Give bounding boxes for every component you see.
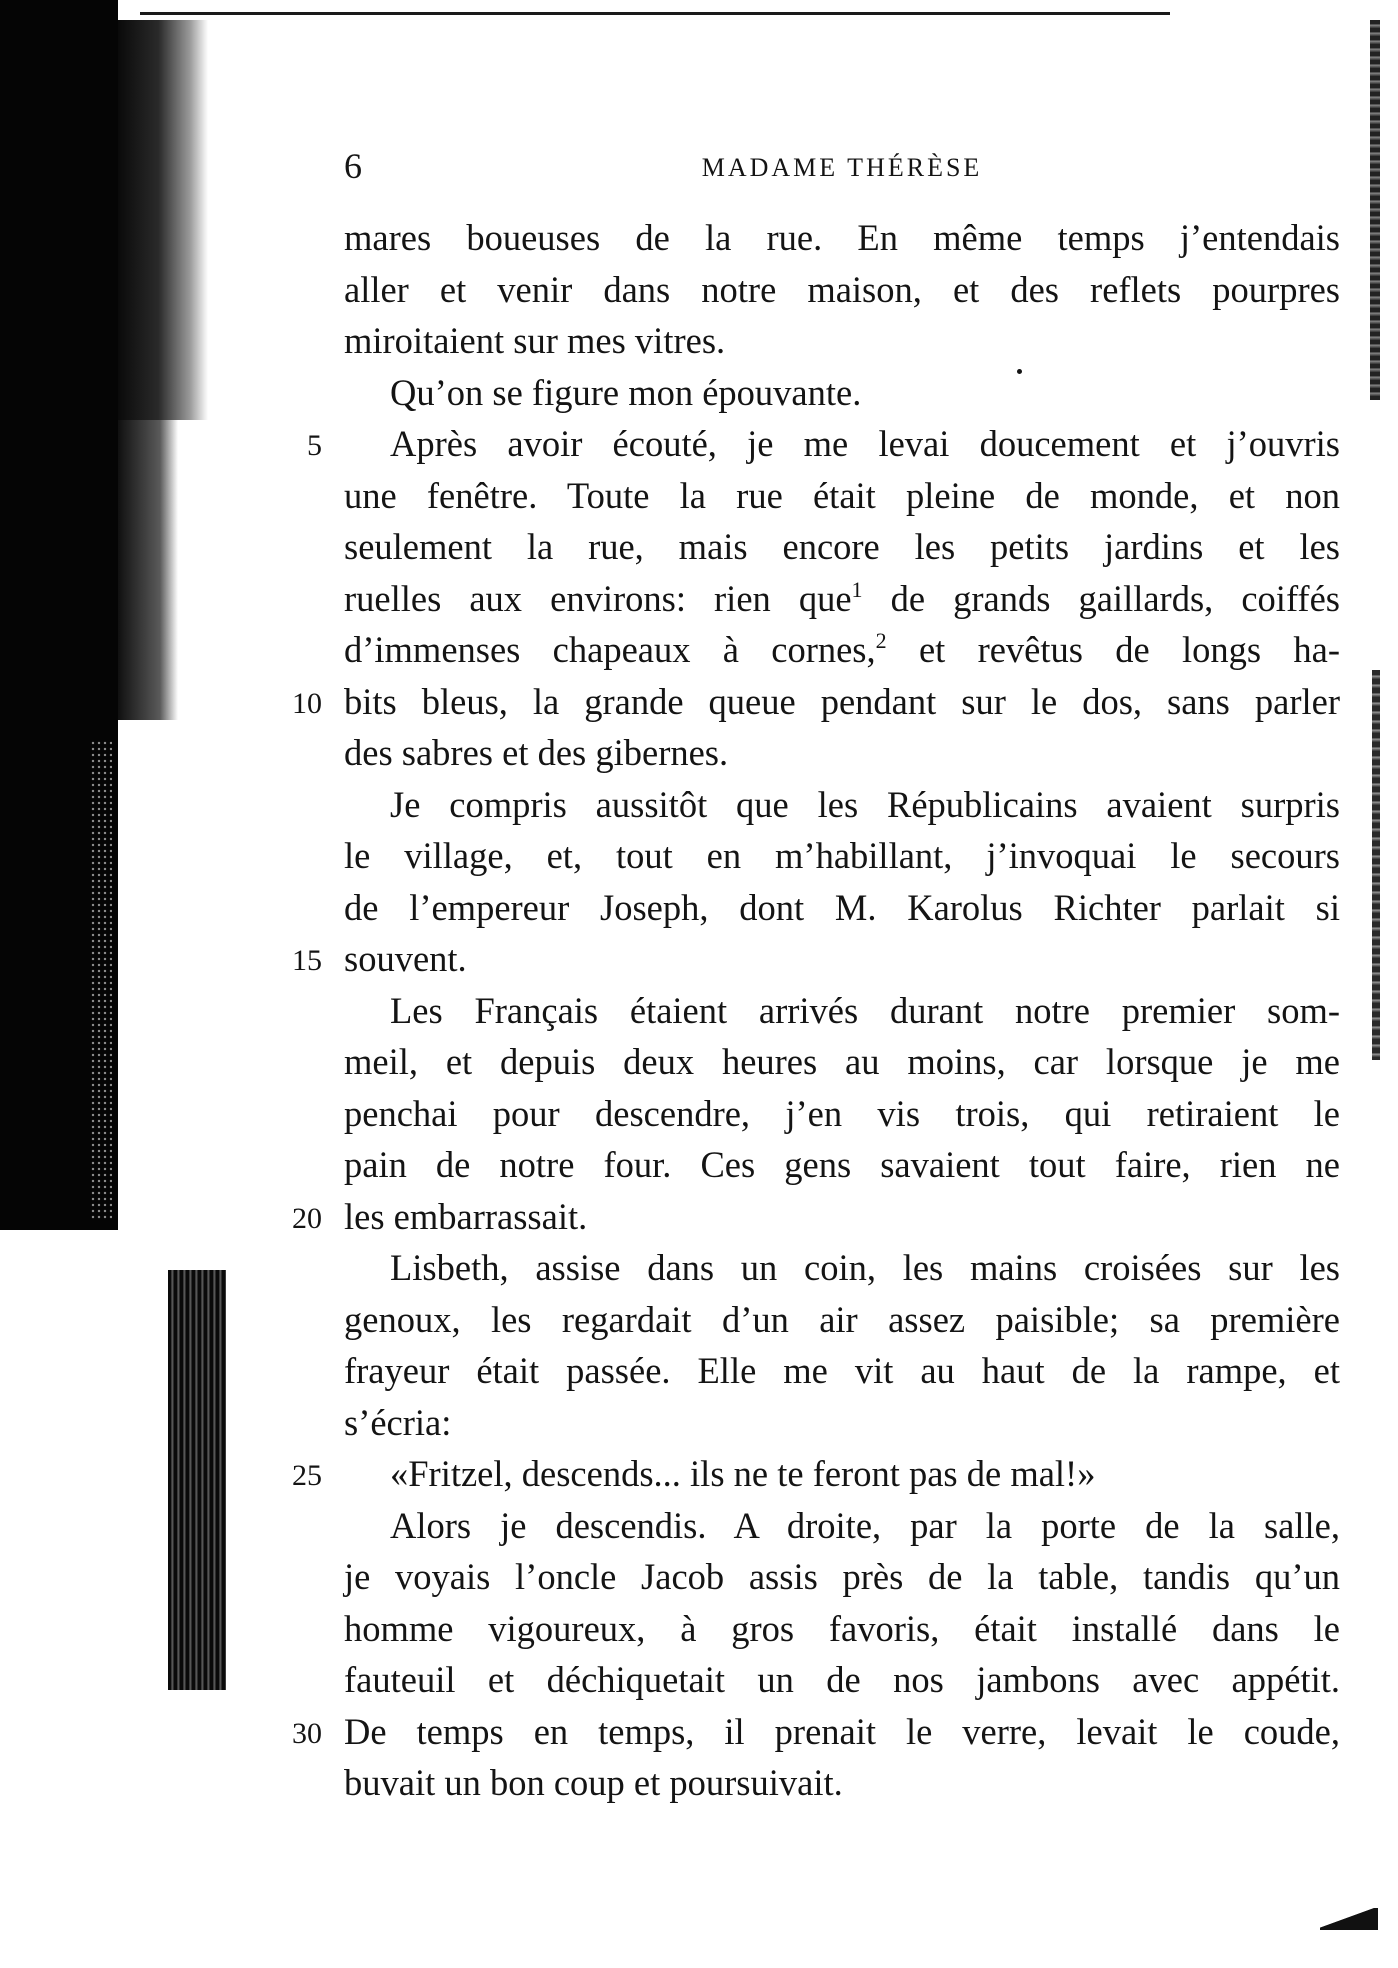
gutter-shadow-gradient-mid [118,420,178,720]
line-text: seulement la rue, mais encore les petits jardins et les [344,526,1340,567]
text-line [307,418,1340,470]
running-head [344,142,1340,192]
text-line [344,1654,1340,1706]
text-line [344,1603,1340,1655]
line-text: s’écria: [344,1401,452,1443]
text-line [344,367,1340,419]
line-text: des sabres et des gibernes. [344,732,729,773]
line-text: pain de notre four. Ces gens savaient tout faire, rien ne [344,1144,1340,1185]
line-text: homme vigoureux, à gros favoris, était installé dans le [344,1607,1340,1649]
line-text-part: d’immenses chapeaux à cornes, [344,629,876,670]
text-line [344,882,1340,934]
line-text: les embarrassait. [344,1195,588,1237]
page-header-title: MADAME THÉRÈSE [701,153,983,182]
corner-mark [1320,1908,1378,1930]
right-edge-shadow-mid [1372,670,1380,1060]
gutter-halftone [90,740,112,1220]
line-number: 20 [292,1201,322,1235]
line-number: 30 [292,1716,322,1750]
text-line [344,1397,1340,1449]
line-number: 15 [292,944,322,977]
line-text: buvait un bon coup et poursuivait. [344,1762,843,1803]
text-line [292,933,1340,985]
line-text: de l’empereur Joseph, dont M. Karolus Richter parlait si [344,886,1340,928]
line-text: miroitaient sur mes vitres. [344,320,726,361]
text-line [344,521,1340,573]
gutter-shadow-gradient [118,20,208,420]
line-text-part: ruelles aux environs: rien que [344,577,852,619]
line-text: frayeur était passée. Elle me vit au haut de la rampe, et [344,1350,1340,1391]
line-text: «Fritzel, descends... ils ne te feront pas de mal!» [390,1453,1096,1494]
footnote-ref: 2 [875,628,887,653]
line-text: souvent. [344,938,467,979]
text-line [292,676,1340,728]
right-edge-shadow-upper [1370,20,1380,400]
scan-top-edge [140,12,1170,15]
line-text [344,624,1340,676]
line-text: le village, et, tout en m’habillant, j’invoquai le secours [344,835,1340,876]
line-number: 10 [292,686,322,720]
line-text-part: et revêtus de longs ha- [886,629,1340,670]
line-text: Je compris aussitôt que les Républicains avaient surpris [390,783,1340,825]
body-text [292,212,1340,1809]
line-text: une fenêtre. Toute la rue était pleine de monde, et non [344,474,1340,516]
line-number: 5 [307,429,322,462]
line-text-part: de grands gaillards, coiffés [862,577,1340,619]
text-line [344,1345,1340,1397]
text-line [344,1294,1340,1346]
text-line [344,470,1340,522]
line-text: De temps en temps, il prenait le verre, levait le coude, [344,1710,1340,1752]
footnote-ref: 1 [851,576,863,602]
line-text: Les Français étaient arrivés durant notre premier som- [390,989,1340,1031]
line-text [344,573,1340,625]
gutter-binding-lower [168,1270,226,1690]
text-line [344,1500,1340,1552]
line-number: 25 [292,1459,322,1492]
line-text: Alors je descendis. A droite, par la porte de la salle, [390,1504,1340,1546]
line-text: meil, et depuis deux heures au moins, car lorsque je me [344,1041,1340,1082]
text-line [344,779,1340,831]
line-text: bits bleus, la grande queue pendant sur le dos, sans parler [344,680,1340,722]
text-line [344,573,1340,625]
line-text: je voyais l’oncle Jacob assis près de la table, tandis qu’un [344,1556,1340,1597]
line-text: Après avoir écouté, je me levai doucement et j’ouvris [390,423,1340,464]
line-text: mares boueuses de la rue. En même temps j’entendais [344,217,1340,258]
line-text: fauteuil et déchiquetait un de nos jambons avec appétit. [344,1659,1340,1700]
text-line [344,830,1340,882]
text-line [344,985,1340,1037]
text-line [292,1706,1340,1758]
page-number: 6 [344,146,362,186]
text-line [344,1551,1340,1603]
text-line [344,264,1340,316]
text-line [344,624,1340,676]
line-text: aller et venir dans notre maison, et des reflets pourpres [344,268,1340,310]
text-line [344,1036,1340,1088]
text-line [344,1242,1340,1294]
line-text: genoux, les regardait d’un air assez paisible; sa première [344,1298,1340,1340]
text-line [344,1139,1340,1191]
text-line [344,727,1340,779]
line-text: Lisbeth, assise dans un coin, les mains croisées sur les [390,1247,1340,1288]
text-line [344,212,1340,264]
text-line [344,315,1340,367]
line-text: Qu’on se figure mon épouvante. [390,371,862,413]
text-line [344,1757,1340,1809]
line-text: penchai pour descendre, j’en vis trois, qui retiraient le [344,1092,1340,1134]
text-line [344,1088,1340,1140]
text-line [292,1448,1340,1500]
text-line [292,1191,1340,1243]
